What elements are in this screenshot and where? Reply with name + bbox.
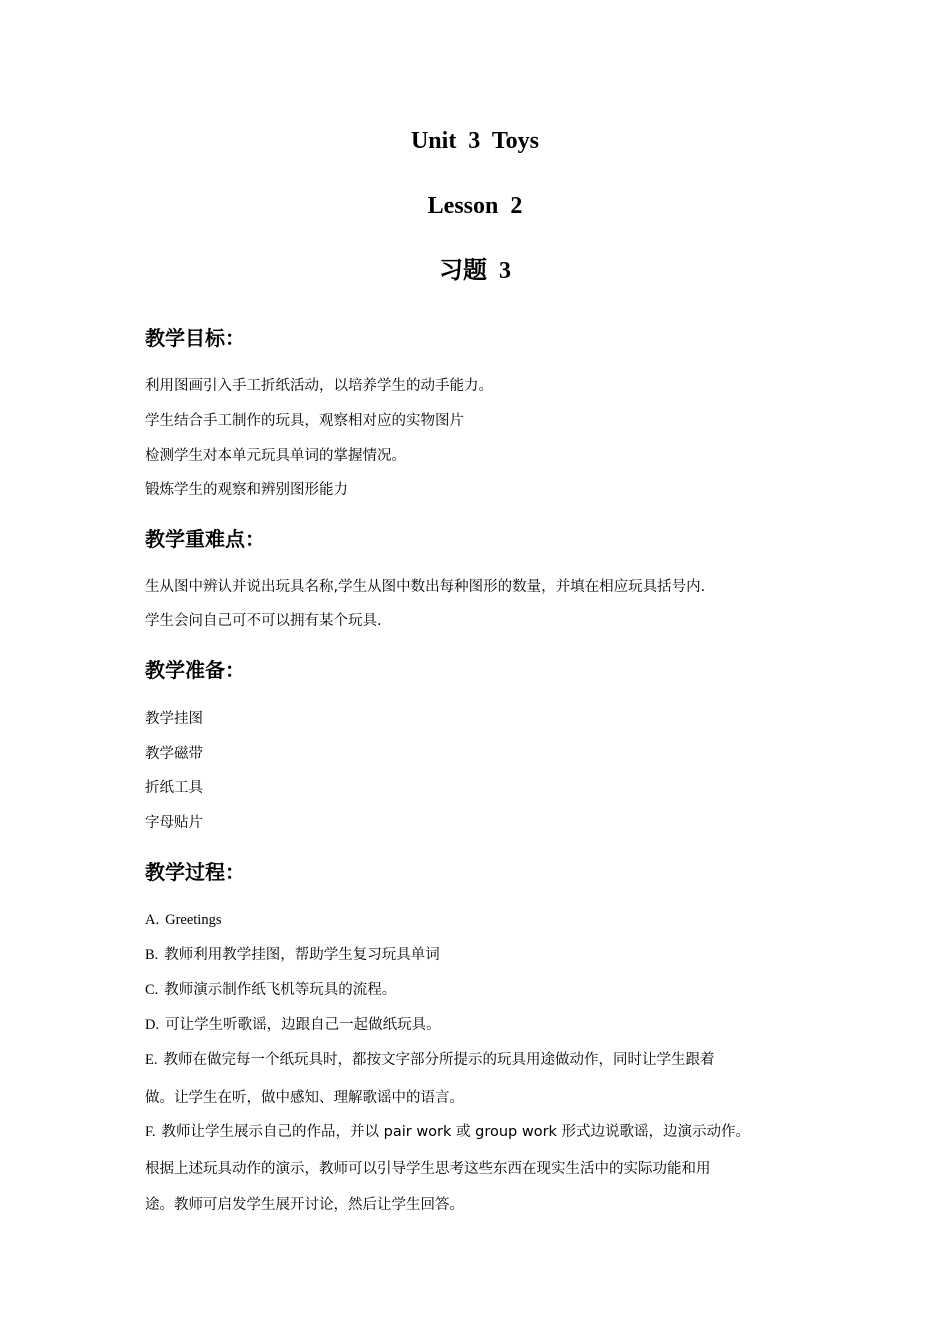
item-prefix: D.	[145, 1017, 160, 1033]
item-text: 教师让学生展示自己的作品，并以 pair work 或 group work 形式边说歌谣，边演示动作。	[161, 1124, 751, 1140]
item-text: 教师在做完每一个纸玩具时，都按文字部分所提示的玩具用途做动作，同时让学生跟着	[163, 1052, 715, 1068]
key-point-item: 学生会问自己可不可以拥有某个玩具.	[145, 613, 382, 629]
process-heading: 教学过程：	[145, 860, 245, 884]
item-text: 可让学生听歌谣，边跟自己一起做纸玩具。	[165, 1017, 441, 1033]
objective-item: 利用图画引入手工折纸活动，以培养学生的动手能力。	[145, 378, 493, 394]
process-item-c	[145, 980, 810, 1000]
exercise-title: 习题 3	[439, 258, 511, 284]
process-item-f	[145, 1122, 810, 1142]
process-item-f-continued: 根据上述玩具动作的演示，教师可以引导学生思考这些东西在现实生活中的实际功能和用	[145, 1161, 711, 1177]
item-text: 教师利用教学挂图，帮助学生复习玩具单词	[164, 947, 440, 963]
preparation-item: 字母贴片	[145, 815, 203, 831]
objective-item: 锻炼学生的观察和辨别图形能力	[145, 482, 348, 498]
item-prefix: A.	[145, 912, 160, 928]
key-points-heading: 教学重难点：	[145, 527, 265, 551]
preparation-item: 教学挂图	[145, 711, 203, 727]
item-text: 教师演示制作纸飞机等玩具的流程。	[164, 982, 397, 998]
process-item-d	[145, 1015, 810, 1035]
key-point-item: 生从图中辨认并说出玩具名称,学生从图中数出每种图形的数量，并填在相应玩具括号内.	[145, 579, 706, 595]
preparation-heading: 教学准备：	[145, 658, 245, 682]
item-prefix: C.	[145, 982, 159, 998]
item-text: Greetings	[165, 912, 222, 928]
preparation-item: 折纸工具	[145, 780, 203, 796]
process-item-b	[145, 945, 810, 965]
unit-title: Unit 3 Toys	[410, 128, 540, 154]
lesson-title: Lesson 2	[427, 193, 523, 219]
process-item-f-continued: 途。教师可启发学生展开讨论，然后让学生回答。	[145, 1197, 464, 1213]
objective-item: 学生结合手工制作的玩具，观察相对应的实物图片	[145, 413, 464, 429]
item-prefix: E.	[145, 1052, 158, 1068]
process-item-a	[145, 910, 810, 930]
preparation-item: 教学磁带	[145, 746, 203, 762]
item-prefix: B.	[145, 947, 159, 963]
process-item-e	[145, 1050, 810, 1070]
objective-item: 检测学生对本单元玩具单词的掌握情况。	[145, 448, 406, 464]
item-prefix: F.	[145, 1124, 156, 1140]
process-item-e-continued: 做。让学生在听，做中感知、理解歌谣中的语言。	[145, 1090, 464, 1106]
objectives-heading: 教学目标：	[145, 326, 245, 350]
